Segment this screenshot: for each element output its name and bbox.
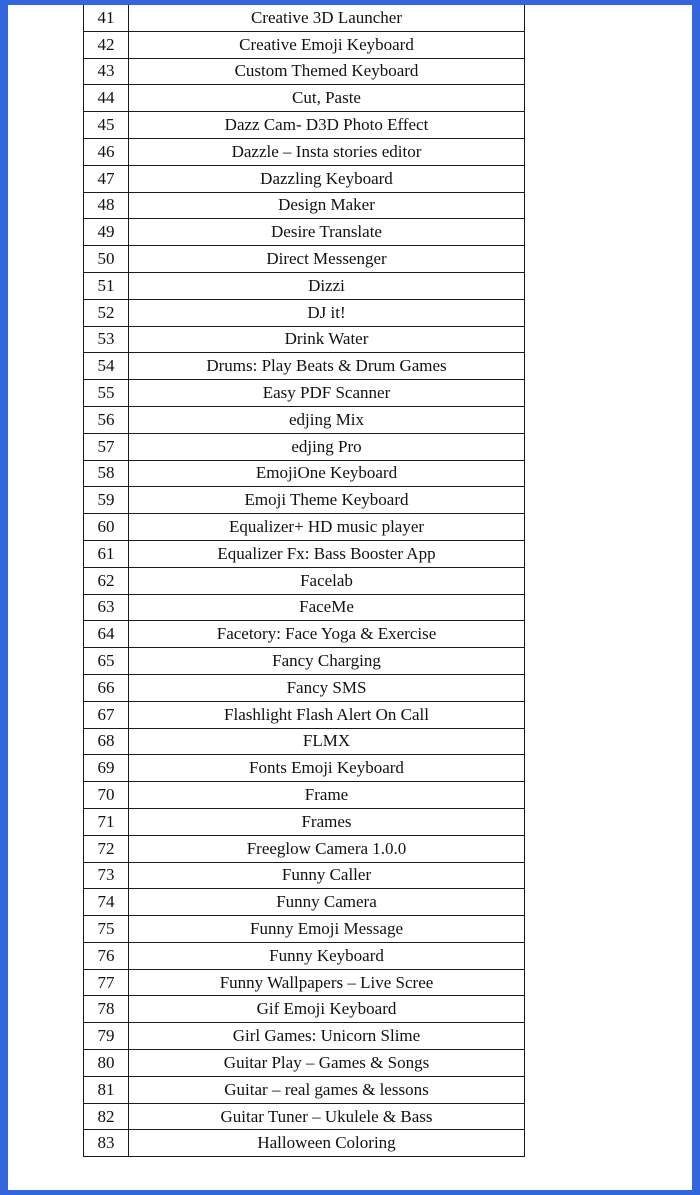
app-name: Fonts Emoji Keyboard xyxy=(129,755,525,782)
document-page xyxy=(8,5,692,1190)
app-name: Funny Wallpapers – Live Scree xyxy=(129,969,525,996)
row-number: 42 xyxy=(84,31,129,58)
app-name: Drums: Play Beats & Drum Games xyxy=(129,353,525,380)
row-number: 48 xyxy=(84,192,129,219)
row-number: 64 xyxy=(84,621,129,648)
table-row xyxy=(84,1076,525,1103)
table-row xyxy=(84,165,525,192)
app-name: edjing Pro xyxy=(129,433,525,460)
row-number: 55 xyxy=(84,380,129,407)
row-number: 68 xyxy=(84,728,129,755)
row-number: 51 xyxy=(84,272,129,299)
app-name: Creative 3D Launcher xyxy=(129,5,525,31)
row-number: 74 xyxy=(84,889,129,916)
row-number: 63 xyxy=(84,594,129,621)
table-row xyxy=(84,219,525,246)
table-row xyxy=(84,701,525,728)
app-name: EmojiOne Keyboard xyxy=(129,460,525,487)
row-number: 69 xyxy=(84,755,129,782)
row-number: 59 xyxy=(84,487,129,514)
table-row xyxy=(84,5,525,31)
row-number: 71 xyxy=(84,808,129,835)
table-row xyxy=(84,514,525,541)
row-number: 77 xyxy=(84,969,129,996)
row-number: 81 xyxy=(84,1076,129,1103)
app-name: Facetory: Face Yoga & Exercise xyxy=(129,621,525,648)
app-name: edjing Mix xyxy=(129,406,525,433)
app-name: Equalizer+ HD music player xyxy=(129,514,525,541)
table-row xyxy=(84,889,525,916)
app-name: Halloween Coloring xyxy=(129,1130,525,1157)
row-number: 60 xyxy=(84,514,129,541)
app-name: Frame xyxy=(129,782,525,809)
table-row xyxy=(84,272,525,299)
row-number: 53 xyxy=(84,326,129,353)
row-number: 44 xyxy=(84,85,129,112)
table-row xyxy=(84,192,525,219)
table-row xyxy=(84,808,525,835)
table-row xyxy=(84,567,525,594)
app-name: Direct Messenger xyxy=(129,246,525,273)
table-row xyxy=(84,460,525,487)
app-name: Emoji Theme Keyboard xyxy=(129,487,525,514)
row-number: 83 xyxy=(84,1130,129,1157)
app-list-table-wrapper xyxy=(83,5,525,1157)
app-list-table xyxy=(83,5,525,1157)
row-number: 70 xyxy=(84,782,129,809)
app-name: DJ it! xyxy=(129,299,525,326)
app-name: Desire Translate xyxy=(129,219,525,246)
row-number: 58 xyxy=(84,460,129,487)
table-row xyxy=(84,755,525,782)
row-number: 66 xyxy=(84,674,129,701)
table-row xyxy=(84,782,525,809)
row-number: 50 xyxy=(84,246,129,273)
table-row xyxy=(84,916,525,943)
app-name: Easy PDF Scanner xyxy=(129,380,525,407)
table-row xyxy=(84,996,525,1023)
row-number: 67 xyxy=(84,701,129,728)
row-number: 73 xyxy=(84,862,129,889)
app-name: Dazzle – Insta stories editor xyxy=(129,138,525,165)
app-name: Cut, Paste xyxy=(129,85,525,112)
app-name: FaceMe xyxy=(129,594,525,621)
row-number: 46 xyxy=(84,138,129,165)
app-name: Girl Games: Unicorn Slime xyxy=(129,1023,525,1050)
app-name: Dazzling Keyboard xyxy=(129,165,525,192)
app-name: Dazz Cam- D3D Photo Effect xyxy=(129,112,525,139)
row-number: 78 xyxy=(84,996,129,1023)
table-row xyxy=(84,1103,525,1130)
app-name: FLMX xyxy=(129,728,525,755)
row-number: 49 xyxy=(84,219,129,246)
app-name: Fancy SMS xyxy=(129,674,525,701)
row-number: 65 xyxy=(84,648,129,675)
row-number: 43 xyxy=(84,58,129,85)
table-row xyxy=(84,540,525,567)
app-name: Design Maker xyxy=(129,192,525,219)
app-name: Drink Water xyxy=(129,326,525,353)
app-name: Funny Camera xyxy=(129,889,525,916)
app-name: Gif Emoji Keyboard xyxy=(129,996,525,1023)
table-row xyxy=(84,31,525,58)
table-row xyxy=(84,1050,525,1077)
table-row xyxy=(84,835,525,862)
app-name: Fancy Charging xyxy=(129,648,525,675)
table-row xyxy=(84,246,525,273)
app-name: Funny Emoji Message xyxy=(129,916,525,943)
app-name: Creative Emoji Keyboard xyxy=(129,31,525,58)
table-row xyxy=(84,85,525,112)
row-number: 72 xyxy=(84,835,129,862)
app-name: Funny Caller xyxy=(129,862,525,889)
app-name: Frames xyxy=(129,808,525,835)
table-row xyxy=(84,380,525,407)
app-name: Facelab xyxy=(129,567,525,594)
table-row xyxy=(84,353,525,380)
table-row xyxy=(84,299,525,326)
row-number: 45 xyxy=(84,112,129,139)
table-row xyxy=(84,728,525,755)
table-row xyxy=(84,621,525,648)
app-name: Guitar – real games & lessons xyxy=(129,1076,525,1103)
app-name: Freeglow Camera 1.0.0 xyxy=(129,835,525,862)
row-number: 61 xyxy=(84,540,129,567)
table-row xyxy=(84,58,525,85)
table-row xyxy=(84,138,525,165)
table-row xyxy=(84,942,525,969)
table-row xyxy=(84,112,525,139)
row-number: 79 xyxy=(84,1023,129,1050)
row-number: 80 xyxy=(84,1050,129,1077)
app-name: Guitar Tuner – Ukulele & Bass xyxy=(129,1103,525,1130)
table-row xyxy=(84,862,525,889)
row-number: 54 xyxy=(84,353,129,380)
app-list-body xyxy=(84,5,525,1157)
row-number: 41 xyxy=(84,5,129,31)
table-row xyxy=(84,1023,525,1050)
app-name: Funny Keyboard xyxy=(129,942,525,969)
table-row xyxy=(84,326,525,353)
row-number: 52 xyxy=(84,299,129,326)
row-number: 76 xyxy=(84,942,129,969)
table-row xyxy=(84,487,525,514)
row-number: 47 xyxy=(84,165,129,192)
table-row xyxy=(84,969,525,996)
app-name: Guitar Play – Games & Songs xyxy=(129,1050,525,1077)
app-name: Equalizer Fx: Bass Booster App xyxy=(129,540,525,567)
row-number: 57 xyxy=(84,433,129,460)
app-name: Flashlight Flash Alert On Call xyxy=(129,701,525,728)
table-row xyxy=(84,1130,525,1157)
table-row xyxy=(84,594,525,621)
app-name: Dizzi xyxy=(129,272,525,299)
table-row xyxy=(84,648,525,675)
row-number: 75 xyxy=(84,916,129,943)
table-row xyxy=(84,406,525,433)
row-number: 82 xyxy=(84,1103,129,1130)
table-row xyxy=(84,674,525,701)
row-number: 56 xyxy=(84,406,129,433)
row-number: 62 xyxy=(84,567,129,594)
table-row xyxy=(84,433,525,460)
app-name: Custom Themed Keyboard xyxy=(129,58,525,85)
